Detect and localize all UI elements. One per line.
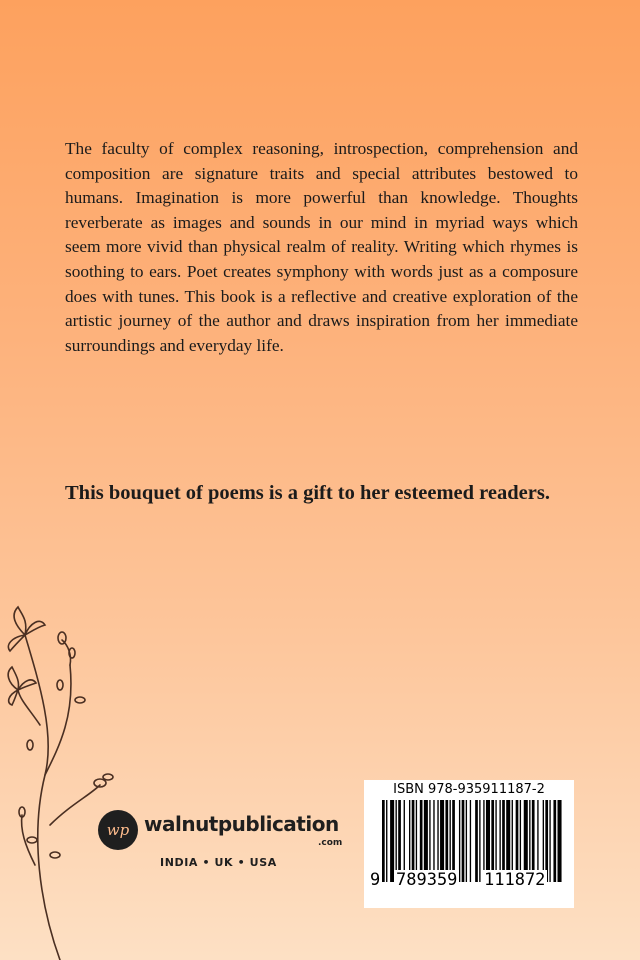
barcode-bar	[382, 800, 385, 882]
publisher-name: walnutpublication	[144, 812, 339, 836]
back-cover-blurb: The faculty of complex reasoning, introspection, comprehension and composition are signature traits and special attributes bestowed to humans. Imagination is more powerful than knowledge. Thoughts reverberate as images and sounds in our mind in myriad ways which seem more vivid than physical realm of reality. Writing which rhymes is soothing to ears. Poet creates symphony with words just as a composure does with tunes. This book is a reflective and creative exploration of the artistic journey of the author and draws inspiration from her immediate surroundings and everyday life.	[65, 139, 578, 355]
barcode-bar	[462, 800, 465, 882]
barcode-bar	[558, 800, 562, 882]
barcode-digits-left: 789359	[396, 870, 458, 890]
floral-branch-icon	[0, 605, 140, 960]
isbn-barcode	[364, 780, 574, 908]
publisher-regions: INDIA • UK • USA	[160, 856, 277, 869]
tagline: This bouquet of poems is a gift to her esteemed readers.	[65, 482, 550, 504]
barcode-bar	[553, 800, 556, 882]
barcode-bar	[549, 800, 550, 882]
publisher-logo	[98, 808, 358, 858]
barcode-digit-first: 9	[370, 870, 381, 890]
publisher-domain: .com	[318, 838, 343, 848]
barcode-digits-right: 111872	[484, 870, 546, 890]
barcode-bar	[475, 800, 478, 882]
publisher-logo-icon: wp	[98, 810, 138, 850]
barcode-bar	[470, 800, 471, 882]
barcode-bar	[386, 800, 387, 882]
isbn-label: ISBN 978-935911187-2	[393, 782, 545, 797]
barcode-bar	[479, 800, 480, 882]
barcode-bar	[466, 800, 467, 882]
